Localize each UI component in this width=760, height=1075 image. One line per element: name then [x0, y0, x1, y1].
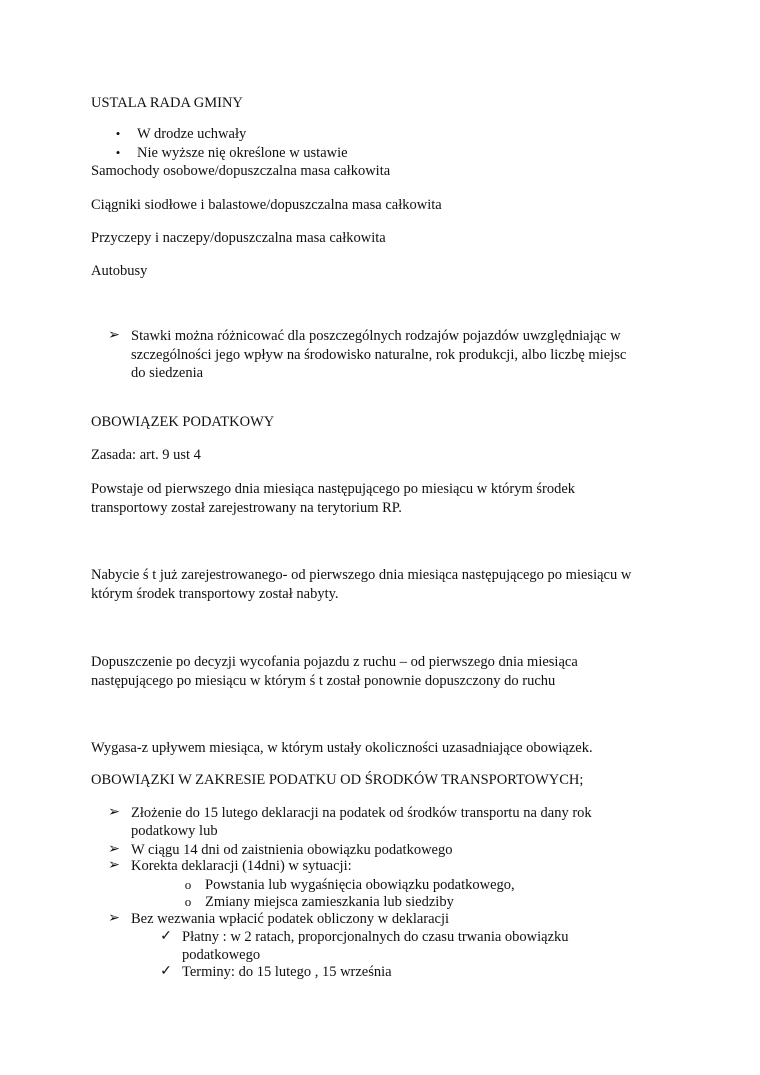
heading-obowiazki: OBOWIĄZKI W ZAKRESIE PODATKU OD ŚRODKÓW TRANSPORTOWYCH;	[91, 772, 584, 788]
arrow-bullet-icon: ➢	[108, 911, 120, 926]
vehicle-category: Przyczepy i naczepy/dopuszczalna masa całkowita	[91, 230, 386, 246]
dopuszczenie-line: Dopuszczenie po decyzji wycofania pojazdu z ruchu – od pierwszego dnia miesiąca	[91, 654, 578, 670]
checkmark-icon: ✓	[160, 929, 172, 944]
checkmark-icon: ✓	[160, 964, 172, 979]
list-item: Korekta deklaracji (14dni) w sytuacji:	[131, 858, 352, 874]
wygasa-text: Wygasa-z upływem miesiąca, w którym ustały okoliczności uzasadniające obowiązek.	[91, 740, 593, 756]
heading-obowiazek-podatkowy: OBOWIĄZEK PODATKOWY	[91, 414, 275, 430]
heading-ustala-rada-gminy: USTALA RADA GMINY	[91, 95, 243, 111]
list-item: Nie wyższe nię określone w ustawie	[137, 145, 348, 161]
list-item: Terminy: do 15 lutego , 15 września	[182, 964, 392, 980]
circle-bullet-icon: o	[184, 894, 192, 909]
list-item: W drodze uchwały	[137, 126, 247, 142]
list-item: podatkowy lub	[131, 823, 218, 839]
list-item: Płatny : w 2 ratach, proporcjonalnych do czasu trwania obowiązku	[182, 929, 569, 945]
list-item: podatkowego	[182, 947, 261, 963]
arrow-bullet-icon: ➢	[108, 328, 120, 343]
list-item: Złożenie do 15 lutego deklaracji na podatek od środków transportu na dany rok	[131, 805, 592, 821]
circle-bullet-icon: o	[184, 877, 192, 892]
list-item: Bez wezwania wpłacić podatek obliczony w deklaracji	[131, 911, 450, 927]
list-item: Powstania lub wygaśnięcia obowiązku podatkowego,	[205, 877, 515, 893]
stawki-line: Stawki można różnicować dla poszczególnych rodzajów pojazdów uwzględniając w	[131, 328, 621, 344]
bullet-dot-icon: •	[115, 145, 121, 160]
arrow-bullet-icon: ➢	[108, 842, 120, 857]
vehicle-category: Samochody osobowe/dopuszczalna masa całkowita	[91, 163, 391, 179]
list-item: Zmiany miejsca zamieszkania lub siedziby	[205, 894, 454, 910]
bullet-dot-icon: •	[115, 126, 121, 141]
vehicle-category: Autobusy	[91, 263, 148, 279]
vehicle-category: Ciągniki siodłowe i balastowe/dopuszczalna masa całkowita	[91, 197, 442, 213]
arrow-bullet-icon: ➢	[108, 858, 120, 873]
nabycie-line: Nabycie ś t już zarejestrowanego- od pierwszego dnia miesiąca następującego po miesiącu w	[91, 567, 632, 583]
stawki-line: do siedzenia	[131, 365, 204, 381]
arrow-bullet-icon: ➢	[108, 805, 120, 820]
dopuszczenie-line: następującego po miesiącu w którym ś t został ponownie dopuszczony do ruchu	[91, 673, 556, 689]
powstaje-line: transportowy został zarejestrowany na terytorium RP.	[91, 500, 402, 516]
list-item: W ciągu 14 dni od zaistnienia obowiązku podatkowego	[131, 842, 453, 858]
stawki-line: szczególności jego wpływ na środowisko naturalne, rok produkcji, albo liczbę miejsc	[131, 347, 627, 363]
zasada-text: Zasada: art. 9 ust 4	[91, 447, 201, 463]
powstaje-line: Powstaje od pierwszego dnia miesiąca następującego po miesiącu w którym środek	[91, 481, 576, 497]
nabycie-line: którym środek transportowy został nabyty.	[91, 586, 339, 602]
